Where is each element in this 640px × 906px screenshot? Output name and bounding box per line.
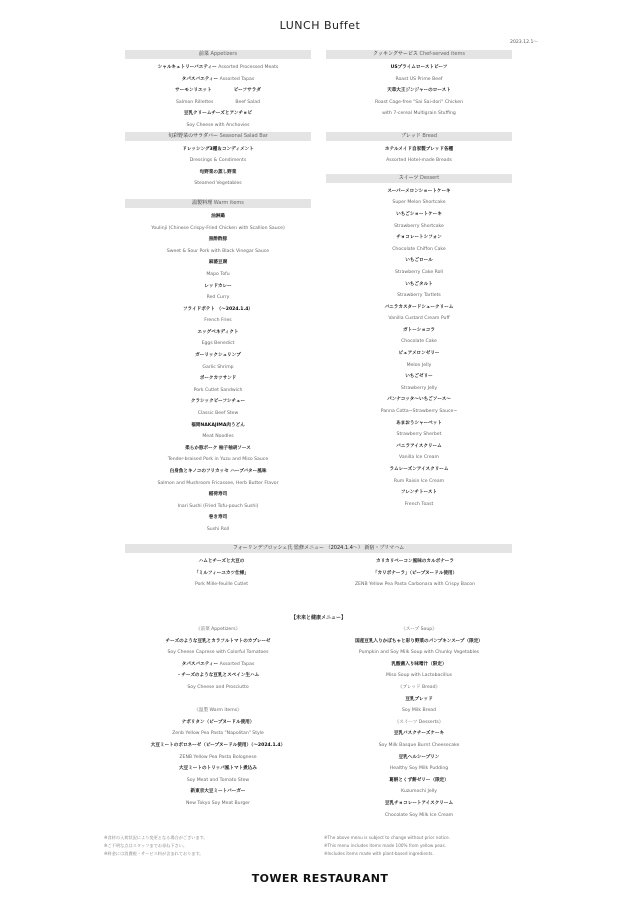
menu-line: ドレッシング3種＆コンディメント bbox=[182, 146, 254, 152]
menu-line: Classic Beef Stew bbox=[197, 411, 239, 417]
dessert-list bbox=[326, 186, 512, 511]
menu-line: 豆乳ヘルシープリン bbox=[398, 754, 440, 760]
menu-line: あまおうシャーベット bbox=[396, 420, 442, 426]
menu-line: Roast Cage-free "Sai Sai-dori" Chicken bbox=[374, 99, 464, 105]
menu-line: ホテルメイド自家製ブレッド各種 bbox=[384, 146, 454, 152]
menu-line: 新東京大豆ミートバーガー bbox=[190, 789, 246, 795]
bread-header-jp: ブレッド bbox=[400, 132, 421, 139]
menu-line: Pork Cutlet Sandwich bbox=[193, 387, 243, 393]
menu-line: 黒酢酢豚 bbox=[208, 237, 228, 243]
menu-line: USプライムローストビーフ bbox=[390, 65, 448, 70]
menu-line: ガーリックシュリンプ bbox=[195, 353, 241, 359]
menu-line: Chocolate Soy Milk Ice Cream bbox=[384, 812, 454, 818]
warm-header-en: Warm items bbox=[213, 199, 244, 206]
menu-line: Garlic Shrimp bbox=[202, 364, 234, 370]
menu-line: ピュアメロンゼリー bbox=[398, 351, 440, 357]
menu-line: ガトーショコラ bbox=[403, 327, 435, 333]
menu-line: Vanilla Ice Cream bbox=[399, 455, 439, 461]
menu-line: フライドポテト （～2024.1.4） bbox=[182, 306, 254, 312]
menu-line: ・チーズのような豆乳とスペイン生ハム bbox=[176, 673, 260, 679]
menu-line: エッグベネディクト bbox=[197, 329, 239, 335]
menu-line: 福岡NAKAJIMA肉うどん bbox=[191, 422, 245, 428]
menu-line: Strawberry Jelly bbox=[400, 385, 438, 391]
menu-line: 葛餅とくず餅ゼリー（限定） bbox=[389, 777, 449, 783]
right-column bbox=[326, 50, 512, 510]
menu-line: 豆乳クリームチーズとアンチョビ bbox=[183, 111, 253, 117]
menu-line: レッドカレー bbox=[204, 283, 232, 289]
menu-line: Sweet & Sour Pork with Black Vinegar Sauce bbox=[166, 248, 270, 254]
menu-line: 豆乳ブレッド bbox=[405, 696, 433, 702]
menu-line: 天草大王ジンジャーのロースト bbox=[387, 88, 451, 94]
menu-line: New Tokyo Soy Meat Burger bbox=[185, 800, 251, 806]
warm-header-jp: 温製料理 bbox=[192, 199, 213, 206]
menu-line: Rum Raisin Ice Cream bbox=[393, 478, 445, 484]
menu-line: 稲荷寿司 bbox=[208, 492, 228, 498]
menu-line: Melon Jelly bbox=[406, 362, 432, 368]
menu-line: Kuzumochi Jelly bbox=[401, 789, 437, 795]
menu-line: Chocolate Cake bbox=[401, 339, 437, 345]
menu-line: French Toast bbox=[404, 501, 434, 507]
chef-header-jp: クッキングサービス bbox=[373, 51, 418, 57]
menu-line: 白身魚とキノコのフリカッセ ハーブバター風味 bbox=[169, 469, 267, 474]
menu-line: パンナコッタ～いちごソース～ bbox=[387, 397, 451, 403]
special-left bbox=[125, 556, 318, 591]
menu-line: Soy Cheese Caprese with Colorful Tomatoes bbox=[167, 650, 269, 656]
menu-line: Tender-braised Pork in Yuzu and Miso Sauce bbox=[167, 457, 269, 463]
menu-line: Soy Meat and Tomato Stew bbox=[186, 777, 250, 783]
menu-line: いちごロール bbox=[405, 258, 433, 264]
menu-line: いちごゼリー bbox=[405, 374, 433, 380]
menu-line: Strawberry Sherbet bbox=[396, 432, 442, 438]
warm-items-list bbox=[125, 211, 311, 536]
special-menu-header: フォーリンデブロッシェ氏 監修メニュー （2024.1.4～） 新宿・プリマハム bbox=[125, 544, 512, 553]
menu-line: Strawberry Shortcake bbox=[394, 223, 444, 229]
menu-line: ポークカツサンド bbox=[199, 376, 237, 382]
menu-line: Dressings & Condiments bbox=[189, 158, 247, 164]
warm-header bbox=[125, 199, 311, 208]
menu-line: 旬野菜の蒸し野菜 bbox=[199, 169, 237, 175]
menu-line: タパスバエティー Assorted Tapas bbox=[181, 661, 255, 667]
menu-line: 《温製 Warm items》 bbox=[194, 708, 242, 714]
menu-line: ラムレーズンアイスクリーム bbox=[389, 467, 449, 472]
menu-line: 《ブレッド Bread》 bbox=[397, 684, 441, 690]
menu-line: カリカリベーコン風味のカルボナーラ bbox=[376, 559, 454, 564]
dessert-header bbox=[326, 174, 512, 183]
menu-line: タパスバエティー Assorted Tapas bbox=[181, 76, 255, 82]
left-column bbox=[125, 50, 311, 536]
menu-line: いちごショートケーキ bbox=[396, 211, 442, 217]
menu-line: Eggs Benedict bbox=[201, 341, 235, 347]
menu-line: サーモンリエット ビーフサラダ bbox=[175, 88, 261, 94]
menu-line: Soy Cheese with Anchovies bbox=[186, 122, 250, 128]
menu-line: バニラアイスクリーム bbox=[396, 443, 442, 449]
appetizers-header bbox=[125, 50, 311, 59]
menu-line: シャルキュトリーバエティー Assorted Processed Meats bbox=[157, 65, 279, 70]
menu-line: 麻婆豆腐 bbox=[208, 260, 228, 266]
dessert-header-en: Dessert bbox=[420, 174, 440, 181]
menu-line: Assorted Hotel-made Breads bbox=[386, 158, 452, 164]
wellness-title: 【未来と健康メニュー】 bbox=[290, 615, 346, 621]
menu-line: バニラカスタードシュークリーム bbox=[384, 304, 454, 310]
menu-line: Salmon and Mushroom Fricassee, Herb Butter Flavor bbox=[157, 480, 279, 486]
menu-line: Steamed Vegetables bbox=[194, 181, 242, 187]
menu-line: 国産豆乳入りかぼちゃと彩り野菜のパンプキンスープ（限定） bbox=[355, 638, 483, 644]
menu-line: Pork Mille-feuille Cutlet bbox=[195, 582, 248, 588]
menu-line: Strawberry Tartlets bbox=[397, 293, 441, 299]
effective-date: 2023.12.1～ bbox=[510, 40, 538, 45]
salad-header-en: Seasonal Salad Bar bbox=[219, 132, 268, 139]
menu-line: Roast US Prime Beef bbox=[395, 76, 443, 82]
menu-line: Sushi Roll bbox=[206, 526, 230, 532]
menu-line: Soy Milk Basque Burnt Cheesecake bbox=[378, 742, 460, 748]
menu-line: チョコレートシフォン bbox=[396, 235, 442, 241]
menu-line: Super Melon Shortcake bbox=[392, 200, 446, 206]
bread-header bbox=[326, 132, 512, 141]
menu-line: Meat Noodles bbox=[202, 434, 234, 440]
menu-line: 柔らか豚ポーク 柚子柚胡ソース bbox=[185, 445, 251, 451]
menu-line: ZENB Yellow Pea Pasta Carbonara with Crispy Bacon bbox=[354, 582, 476, 588]
menu-line: 豆乳チョコレートアイスクリーム bbox=[384, 800, 454, 806]
menu-line: 《前菜 Appetizers》 bbox=[195, 627, 241, 632]
menu-line: 《スープ Soup》 bbox=[401, 627, 437, 632]
special-right bbox=[318, 556, 512, 591]
menu-line: with 7-cereal Multigrain Stuffing bbox=[382, 111, 456, 117]
menu-line: Miso Soup with Lactobacillus bbox=[385, 673, 453, 679]
menu-line: チーズのような豆乳とカラフルトマトのカプレーゼ bbox=[165, 638, 271, 644]
menu-line: Pumpkin and Soy Milk Soup with Chunky Vegetables bbox=[358, 650, 480, 656]
menu-line: Zenb Yellow Pea Pasta "Napolitan" Style bbox=[172, 731, 264, 737]
restaurant-logo: TOWER RESTAURANT bbox=[251, 872, 389, 885]
bread-header-en: Bread bbox=[422, 132, 438, 139]
menu-line: Panna Cotta~Strawberry Sauce~ bbox=[380, 409, 458, 415]
dessert-header-jp: スイーツ bbox=[398, 174, 419, 181]
chef-header-en: Chef-served items bbox=[419, 51, 465, 57]
menu-line: Salmon Rillettes Beef Salad bbox=[176, 99, 260, 105]
special-menu bbox=[125, 544, 512, 591]
appetizers-header-jp: 前菜 bbox=[198, 51, 209, 57]
menu-line: Soy Cheese and Prosciutto bbox=[187, 684, 249, 690]
menu-line: 「ミルフィーユカツ仕様」 bbox=[194, 570, 249, 576]
menu-line: ZENB Yellow Pea Pasta Bolognese bbox=[179, 754, 257, 760]
menu-line: ナポリタン（ピープヌードル使用） bbox=[181, 719, 255, 725]
menu-line: スーパーメロンショートケーキ bbox=[387, 188, 451, 194]
menu-line: Mapo Tofu bbox=[206, 271, 230, 277]
menu-line: 油淋鶏 bbox=[211, 213, 225, 219]
menu-title: LUNCH Buffet bbox=[279, 19, 361, 32]
menu-line: Red Curry bbox=[206, 295, 230, 301]
menu-line: ハムとチーズと大豆の bbox=[198, 559, 245, 564]
menu-line: フレンチトースト bbox=[400, 490, 438, 496]
menu-line: 「カリボナーラ」（ピープヌードル使用） bbox=[372, 570, 458, 576]
menu-line: 《スイーツ Desserts》 bbox=[394, 719, 444, 725]
menu-line: Chocolate Chiffon Cake bbox=[392, 246, 446, 252]
chef-header bbox=[326, 50, 512, 59]
menu-line: Inari Sushi (Fried Tofu-pouch Sushi) bbox=[177, 503, 259, 509]
menu-line: いちごタルト bbox=[405, 281, 433, 287]
menu-line: Healthy Soy Milk Pudding bbox=[389, 766, 449, 772]
footer-notes-jp: ※食材の入荷状況により変更となる場合がございます。 ※ご不明な点はスタッフまでお尋ね下さい。 ※料金には消費税・サービス料が含まれております。 bbox=[104, 835, 208, 856]
menu-line: クラシックビーフシチュー bbox=[190, 399, 246, 405]
wellness-left bbox=[125, 624, 311, 810]
appetizers-header-en: Appetizers bbox=[210, 51, 238, 57]
menu-line: 大豆ミートのボロネーゼ（ピープヌードル使用）（～2024.1.4） bbox=[150, 742, 286, 748]
menu-line: 乳酸菌入り味噌汁（限定） bbox=[391, 661, 447, 667]
wellness-right bbox=[326, 624, 512, 821]
menu-line: Soy Milk Bread bbox=[401, 708, 437, 714]
menu-line: Strawberry Cake Roll bbox=[395, 269, 443, 275]
menu-line: 豆乳バスクチーズケーキ bbox=[393, 731, 445, 737]
menu-line: 大豆ミートのトリッパ風トマト煮込み bbox=[179, 766, 257, 772]
footer-notes-en: ※The above menu is subject to change without prior notice. ※This menu includes items made 100% from yellow peas. ※Includes items made with plant-based ingredients. bbox=[324, 835, 451, 856]
menu-line: 巻き寿司 bbox=[208, 515, 228, 521]
menu-line: Vanilla Custard Cream Puff bbox=[388, 316, 450, 322]
menu-line: Youlinji (Chinese Crispy-Fried Chicken with Scallion Sauce) bbox=[151, 225, 285, 231]
menu-line: French Fries bbox=[204, 318, 232, 324]
salad-header bbox=[125, 132, 311, 141]
salad-header-jp: 旬彩野菜のサラダバー bbox=[168, 132, 219, 139]
